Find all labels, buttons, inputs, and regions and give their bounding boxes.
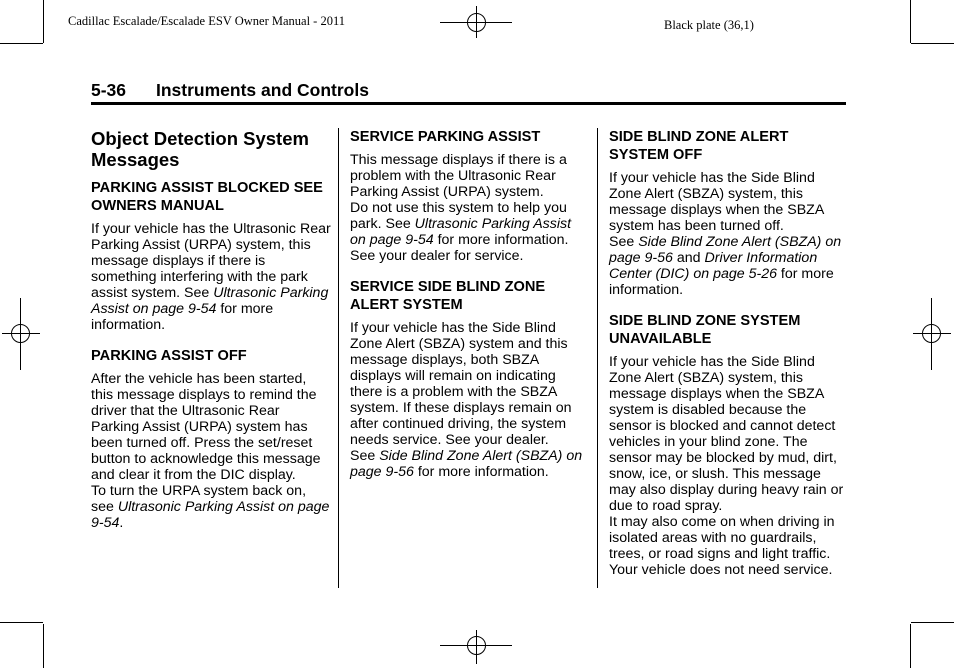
paragraph: See Side Blind Zone Alert (SBZA) on page 9‑56 for more information.: [350, 448, 583, 480]
page-reference: Side Blind Zone Alert (SBZA) on page 9‑56: [609, 234, 842, 266]
plate-label: Black plate (36,1): [664, 18, 754, 32]
paragraph: If your vehicle has the Side Blind Zone Alert (SBZA) system, this message displays when the SBZA system is disabled because the sensor is blocked and cannot detect vehicles in your blind zone. The sensor may be blocked by mud, dirt, snow, ice, or slush. This message may also display during heavy rain or due to road spray.: [609, 354, 844, 514]
paragraph: After the vehicle has been started, this message displays to remind the driver that the Ultrasonic Rear Parking Assist (URPA) system has been turned off. Press the set/reset button to acknowledge this message and clear it from the DIC display.: [91, 371, 321, 483]
section-title: Instruments and Controls: [156, 80, 369, 100]
column-divider: [338, 128, 339, 588]
paragraph: It may also come on when driving in isolated areas with no guardrails, trees, or road signs and light traffic. Your vehicle does not need service.: [609, 514, 835, 578]
page-reference: Ultrasonic Parking Assist on page 9‑54: [350, 216, 572, 248]
heading-parking-assist-blocked: PARKING ASSIST BLOCKED SEE OWNERS MANUAL: [91, 180, 323, 214]
paragraph: Do not use this system to help you park. See Ultrasonic Parking Assist on page 9‑54 for more information. See your dealer for service.: [350, 200, 572, 264]
paragraph: See Side Blind Zone Alert (SBZA) on page 9‑56 and Driver Information Center (DIC) on page 5‑26 for more information.: [609, 234, 842, 298]
paragraph: If your vehicle has the Ultrasonic Rear Parking Assist (URPA) system, this message displays if there is something interfering with the park assist system. See Ultrasonic Parking Assist on page 9‑54 for more information.: [91, 221, 331, 333]
page-number: 5-36: [91, 80, 127, 100]
header-rule: [91, 102, 846, 105]
page-reference: Ultrasonic Parking Assist on page 9‑54: [91, 499, 330, 531]
column-3: [609, 128, 849, 586]
paragraph: To turn the URPA system back on, see Ultrasonic Parking Assist on page 9‑54.: [91, 483, 330, 531]
heading-service-parking-assist: SERVICE PARKING ASSIST: [350, 129, 541, 145]
column-divider: [597, 128, 598, 588]
heading-service-side-blind-zone: SERVICE SIDE BLIND ZONE ALERT SYSTEM: [350, 279, 546, 313]
section-header: [91, 80, 369, 101]
heading-sbza-unavailable: SIDE BLIND ZONE SYSTEM UNAVAILABLE: [609, 313, 801, 347]
main-heading: Object Detection System Messages: [91, 128, 309, 170]
paragraph: If your vehicle has the Side Blind Zone Alert (SBZA) system, this message displays when the SBZA system has been turned off.: [609, 170, 824, 234]
paragraph: If your vehicle has the Side Blind Zone Alert (SBZA) system and this message displays, both SBZA displays will remain on indicating there is a problem with the SBZA system. If these displays remain on after continued driving, the system needs service. See your dealer.: [350, 320, 572, 448]
column-2: [350, 128, 590, 488]
page-reference: Ultrasonic Parking Assist on page 9‑54: [91, 285, 329, 317]
heading-parking-assist-off: PARKING ASSIST OFF: [91, 348, 247, 364]
heading-sbza-off: SIDE BLIND ZONE ALERT SYSTEM OFF: [609, 129, 789, 163]
column-1: [91, 128, 331, 539]
manual-title: Cadillac Escalade/Escalade ESV Owner Manual - 2011: [68, 14, 345, 28]
paragraph: This message displays if there is a problem with the Ultrasonic Rear Parking Assist (URPA) system.: [350, 152, 567, 200]
page-reference: Driver Information Center (DIC) on page 5‑26: [609, 250, 818, 282]
page-reference: Side Blind Zone Alert (SBZA) on page 9‑56: [350, 448, 583, 480]
